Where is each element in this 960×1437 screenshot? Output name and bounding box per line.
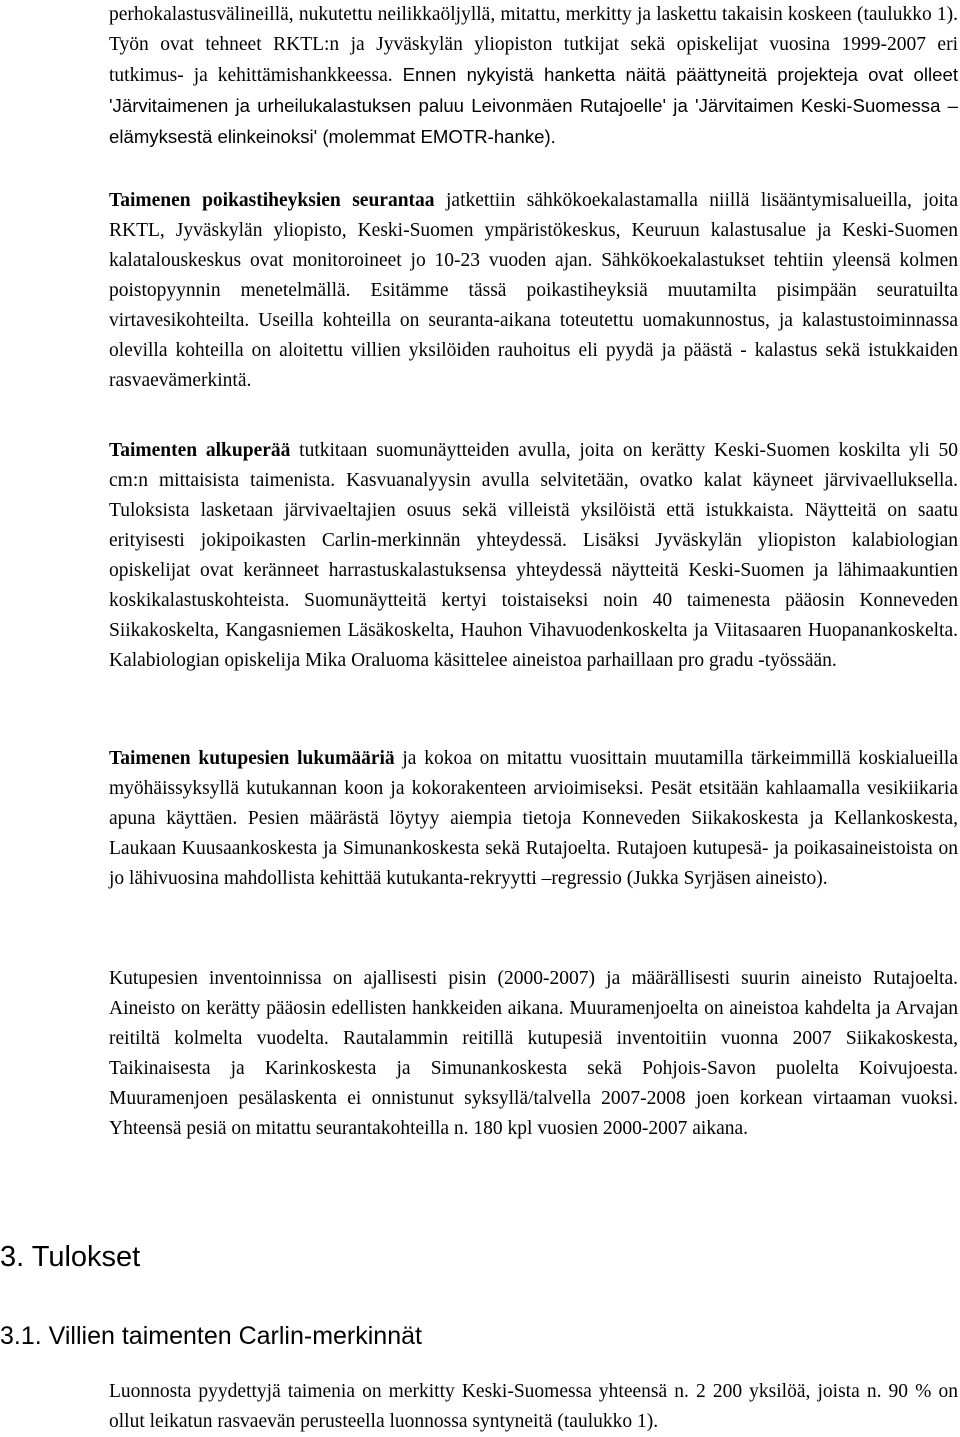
- paragraph-lead: Taimenten alkuperää: [109, 440, 291, 461]
- paragraph-methods-history: [109, 0, 958, 153]
- paragraph-lead: Taimenen poikastiheyksien seurantaa: [109, 190, 435, 211]
- paragraph-text: Kutupesien inventoinnissa on ajallisesti pisin (2000-2007) ja määrällisesti suurin aineisto Rutajoelta. Aineisto on kerätty pääosin edellisten hankkeiden aikana. Muuramenjoelta on aineistoa kahdelta ja Arvajan reitiltä kolmelta vuodelta. Rautalammin reitillä kutupesiä inventoitiin vuonna 2007 Siikakoskesta, Taikinaisesta ja Karinkoskesta ja Simunankoskesta sekä Pohjois-Savon puolelta Koivujoesta. Muuramenjoen pesälaskenta ei onnistunut syksyllä/talvella 2007-2008 joen korkean virtaaman vuoksi. Yhteensä pesiä on mitattu seurantakohteilla n. 180 kpl vuosien 2000-2007 aikana.: [109, 968, 958, 1139]
- paragraph-lead: Taimenen kutupesien lukumääriä: [109, 748, 395, 769]
- paragraph-text-sans: Ennen nykyistä hanketta näitä päättyneitä projekteja ovat olleet 'Järvitaimenen ja urheilukalastuksen paluu Leivonmäen Rutajoelle' ja 'Järvitaimen Keski-Suomessa – elämyksestä elinkeinoksi' (molemmat EMOTR-hanke).: [109, 64, 958, 147]
- paragraph-text: Luonnosta pyydettyjä taimenia on merkitty Keski-Suomessa yhteensä n. 2 200 yksilöä, joista n. 90 % on ollut leikatun rasvaevän perusteella luonnossa syntyneitä (taulukko 1).: [109, 1381, 958, 1432]
- paragraph-text: perhokalastusvälineillä, nukutettu neilikkaöljyllä, mitattu, merkitty ja laskettu takaisin koskeen (taulukko 1). Työn ovat tehneet RKTL:n ja Jyväskylän yliopiston tutkijat sekä opiskelijat vuosina 1999-2007 eri tutkimus- ja kehittämishankkeessa.: [109, 4, 958, 86]
- paragraph-text: ja kokoa on mitattu vuosittain muutamilla tärkeimmillä koskialueilla myöhäissyksyllä kutukannan koon ja kokorakenteen arvioimiseksi. Pesät etsitään kahlaamalla vesikiikaria apuna käyttäen. Pesien määrästä löytyy aiempia tietoja Konneveden Siikakoskesta ja Kellankoskesta, Laukaan Kuusaankoskesta ja Simunankoskesta sekä Rutajoelta. Rutajoen kutupesä- ja poikasaineistoista on jo lähivuosina mahdollista kehittää kutukanta-rekryytti –regressio (Jukka Syrjäsen aineisto).: [109, 748, 958, 889]
- paragraph-spawning-redds: [109, 744, 958, 894]
- section-heading: 3. Tulokset: [0, 1241, 141, 1273]
- paragraph-redd-inventory: [109, 964, 958, 1144]
- paragraph-text: jatkettiin sähkökoekalastamalla niillä lisääntymisalueilla, joita RKTL, Jyväskylän yliopisto, Keski-Suomen ympäristökeskus, Keuruun kalastusalue ja Keski-Suomen kalatalouskeskus ovat monitoroineet jo 10-23 vuoden ajan. Sähkökoekalastukset tehtiin yleensä kolmen poistopyynnin menetelmällä. Esitämme tässä poikastiheyksiä muutamilta pisimpään seuratuilta virtavesikohteilta. Useilla kohteilla on seuranta-aikana toteutettu uomakunnostus, ja kalastustoiminnassa olevilla kohteilla on aloitettu villien yksilöiden rauhoitus eli pyydä ja päästä - kalastus sekä istukkaiden rasvaevämerkintä.: [109, 190, 958, 391]
- paragraph-juvenile-density: [109, 186, 958, 396]
- paragraph-trout-origin: [109, 436, 958, 676]
- paragraph-carlin-tagging: [109, 1377, 958, 1437]
- paragraph-text: tutkitaan suomunäytteiden avulla, joita on kerätty Keski-Suomen koskilta yli 50 cm:n mittaisista taimenista. Kasvuanalyysin avulla selvitetään, ovatko kalat käyneet järvivaelluksella. Tuloksista lasketaan järvivaeltajien osuus sekä villeistä yksilöistä että istukkaista. Näytteitä on saatu erityisesti jokipoikasten Carlin-merkinnän yhteydessä. Lisäksi Jyväskylän yliopiston kalabiologian opiskelijat ovat keränneet harrastuskalastuksensa yhteydessä näytteitä Keski-Suomen ja lähimaakuntien koskikalastuskohteista. Suomunäytteitä kertyi toistaiseksi noin 40 taimenesta pääosin Konneveden Siikakoskelta, Kangasniemen Läsäkoskelta, Hauhon Vihavuodenkoskelta ja Viitasaaren Huopanankoskelta. Kalabiologian opiskelija Mika Oraluoma käsittelee aineistoa parhaillaan pro gradu -työssään.: [109, 440, 959, 671]
- subsection-heading: 3.1. Villien taimenten Carlin-merkinnät: [0, 1322, 422, 1350]
